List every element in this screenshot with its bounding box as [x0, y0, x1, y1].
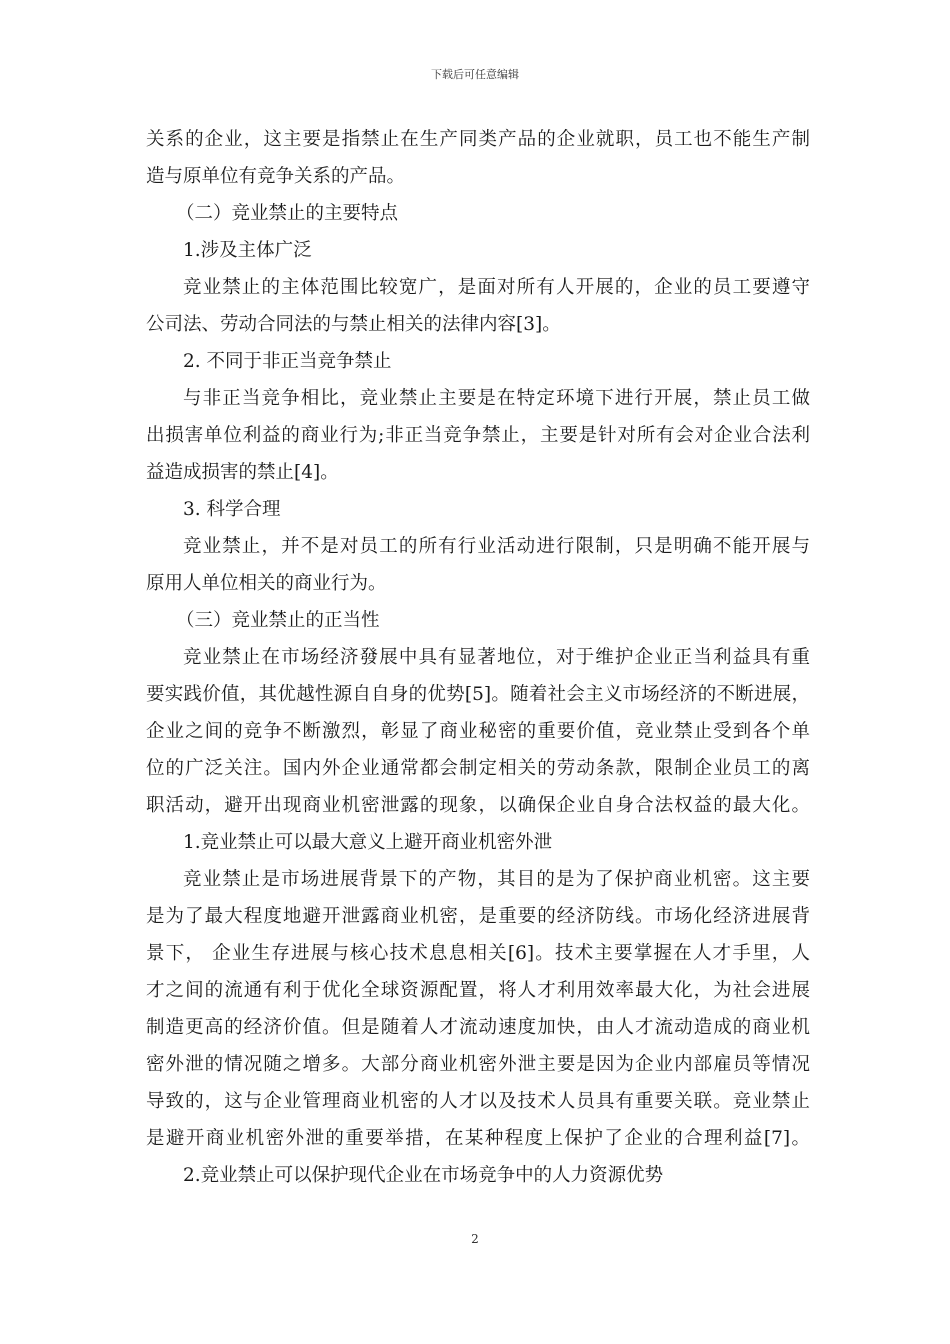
- paragraph-line: 景下， 企业生存进展与核心技术息息相关[6]。技术主要掌握在人才手里，人: [146, 943, 810, 964]
- paragraph-line: 竞业禁止，并不是对员工的所有行业活动进行限制，只是明确不能开展与: [183, 536, 810, 557]
- paragraph-line: 职活动，避开出现商业机密泄露的现象，以确保企业自身合法权益的最大化。: [146, 795, 810, 816]
- paragraph-line: 关系的企业，这主要是指禁止在生产同类产品的企业就职，员工也不能生产制: [146, 129, 810, 150]
- section-heading: （二）竞业禁止的主要特点: [176, 203, 399, 224]
- paragraph-line: 才之间的流通有利于优化全球资源配置，将人才利用效率最大化，为社会进展: [146, 980, 810, 1001]
- paragraph-line: 公司法、劳动合同法的与禁止相关的法律内容[3]。: [146, 314, 561, 335]
- subsection-heading: 2.竞业禁止可以保护现代企业在市场竞争中的人力资源优势: [183, 1165, 664, 1186]
- paragraph-line: 出损害单位利益的商业行为;非正当竞争禁止，主要是针对所有会对企业合法利: [146, 425, 810, 446]
- subsection-heading: 3. 科学合理: [183, 499, 281, 520]
- paragraph-line: 原用人单位相关的商业行为。: [146, 573, 387, 594]
- paragraph-line: 导致的，这与企业管理商业机密的人才以及技术人员具有重要关联。竞业禁止: [146, 1091, 810, 1112]
- section-heading: （三）竞业禁止的正当性: [176, 610, 380, 631]
- paragraph-line: 制造更高的经济价值。但是随着人才流动速度加快，由人才流动造成的商业机: [146, 1017, 810, 1038]
- subsection-heading: 1.竞业禁止可以最大意义上避开商业机密外泄: [183, 832, 553, 853]
- paragraph-line: 密外泄的情况随之增多。大部分商业机密外泄主要是因为企业内部雇员等情况: [146, 1054, 810, 1075]
- paragraph-line: 位的广泛关注。国内外企业通常都会制定相关的劳动条款，限制企业员工的离: [146, 758, 810, 779]
- paragraph-line: 造与原单位有竞争关系的产品。: [146, 166, 406, 187]
- paragraph-line: 益造成损害的禁止[4]。: [146, 462, 339, 483]
- paragraph-line: 竞业禁止在市场经济發展中具有显著地位，对于维护企业正当利益具有重: [183, 647, 810, 668]
- paragraph-line: 是为了最大程度地避开泄露商业机密，是重要的经济防线。市场化经济进展背: [146, 906, 810, 927]
- paragraph-line: 竞业禁止的主体范围比较宽广，是面对所有人开展的，企业的员工要遵守: [183, 277, 810, 298]
- paragraph-line: 要实践价值，其优越性源自自身的优势[5]。随着社会主义市场经济的不断进展，: [146, 684, 810, 705]
- paragraph-line: 是避开商业机密外泄的重要举措，在某种程度上保护了企业的合理利益[7]。: [146, 1128, 810, 1149]
- subsection-heading: 2. 不同于非正当竞争禁止: [183, 351, 392, 372]
- page-header: 下载后可任意编辑: [431, 68, 519, 81]
- document-body: [146, 121, 810, 1194]
- paragraph-line: 竞业禁止是市场进展背景下的产物，其目的是为了保护商业机密。这主要: [183, 869, 810, 890]
- paragraph-line: 与非正当竞争相比，竞业禁止主要是在特定环境下进行开展，禁止员工做: [183, 388, 810, 409]
- page-number: 2: [471, 1232, 479, 1246]
- subsection-heading: 1.涉及主体广泛: [183, 240, 312, 261]
- paragraph-line: 企业之间的竞争不断激烈，彰显了商业秘密的重要价值，竞业禁止受到各个单: [146, 721, 810, 742]
